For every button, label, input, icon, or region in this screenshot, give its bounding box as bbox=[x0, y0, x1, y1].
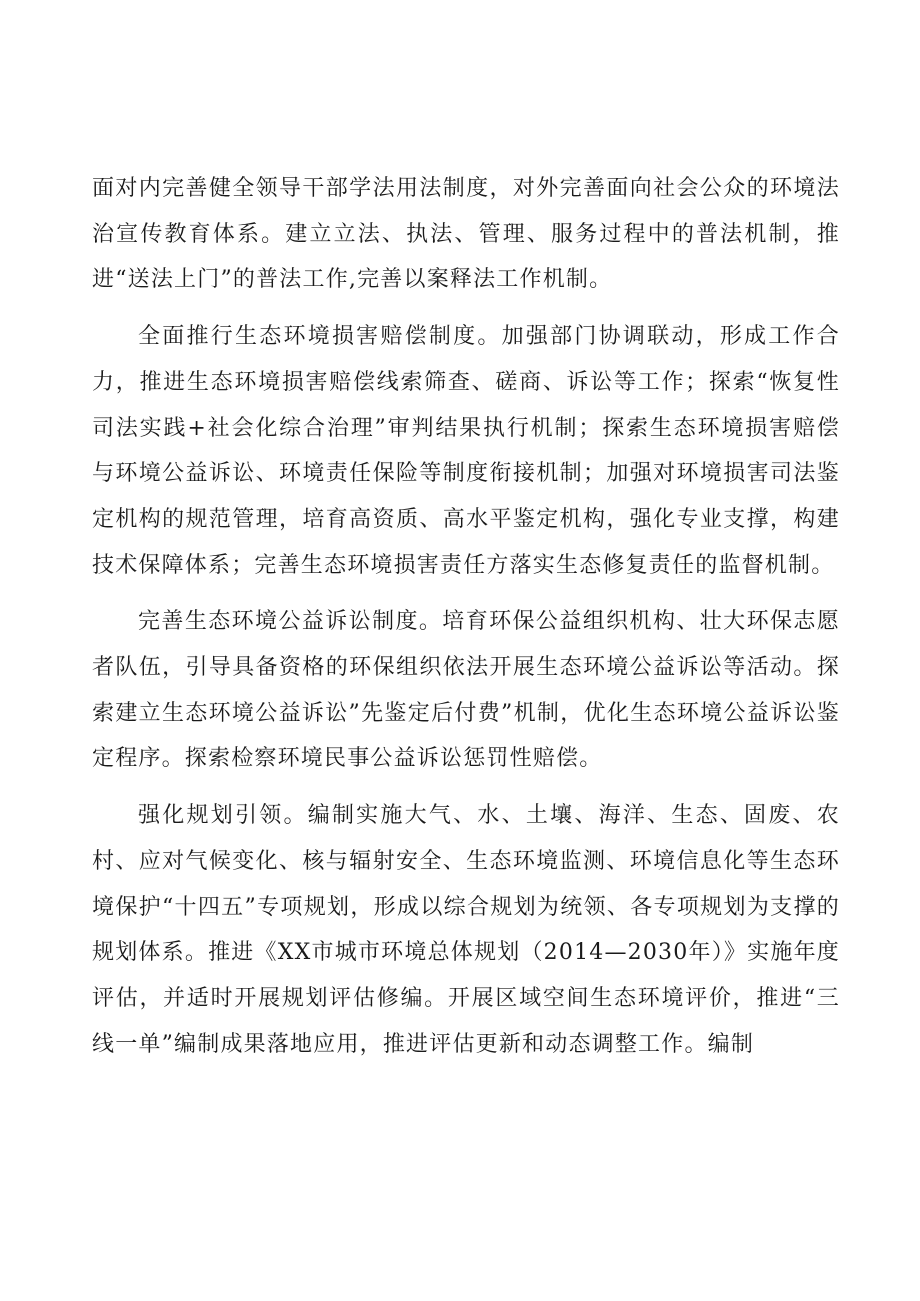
document-body bbox=[92, 166, 840, 1078]
paragraph-planning-guidance: 强化规划引领。编制实施大气、水、土壤、海洋、生态、固废、农村、应对气候变化、核与辐射安全、生态环境监测、环境信息化等生态环境保护“十四五”专项规划，形成以综合规划为统领、各专项规划为支撑的规划体系。推进《XX市城市环境总体规划（2014—2030年）》实施年度评估，并适时开展规划评估修编。开展区域空间生态环境评价，推进“三线一单”编制成果落地应用，推进评估更新和动态调整工作。编制 bbox=[92, 803, 840, 1057]
paragraph-continuation: 面对内完善健全领导干部学法用法制度，对外完善面向社会公众的环境法治宣传教育体系。建立立法、执法、管理、服务过程中的普法机制，推进“送法上门”的普法工作,完善以案释法工作机制。 bbox=[92, 176, 840, 293]
paragraph-eco-damage-compensation: 全面推行生态环境损害赔偿制度。加强部门协调联动，形成工作合力，推进生态环境损害赔偿线索筛查、磋商、诉讼等工作；探索“恢复性司法实践+社会化综合治理”审判结果执行机制；探索生态环境损害赔偿与环境公益诉讼、环境责任保险等制度衔接机制；加强对环境损害司法鉴定机构的规范管理，培育高资质、高水平鉴定机构，强化专业支撑，构建技术保障体系；完善生态环境损害责任方落实生态修复责任的监督机制。 bbox=[92, 324, 840, 578]
paragraph-public-interest-litigation: 完善生态环境公益诉讼制度。培育环保公益组织机构、壮大环保志愿者队伍，引导具备资格的环保组织依法开展生态环境公益诉讼等活动。探索建立生态环境公益诉讼”先鉴定后付费”机制，优化生态环境公益诉讼鉴定程序。探索检察环境民事公益诉讼惩罚性赔偿。 bbox=[92, 609, 840, 772]
